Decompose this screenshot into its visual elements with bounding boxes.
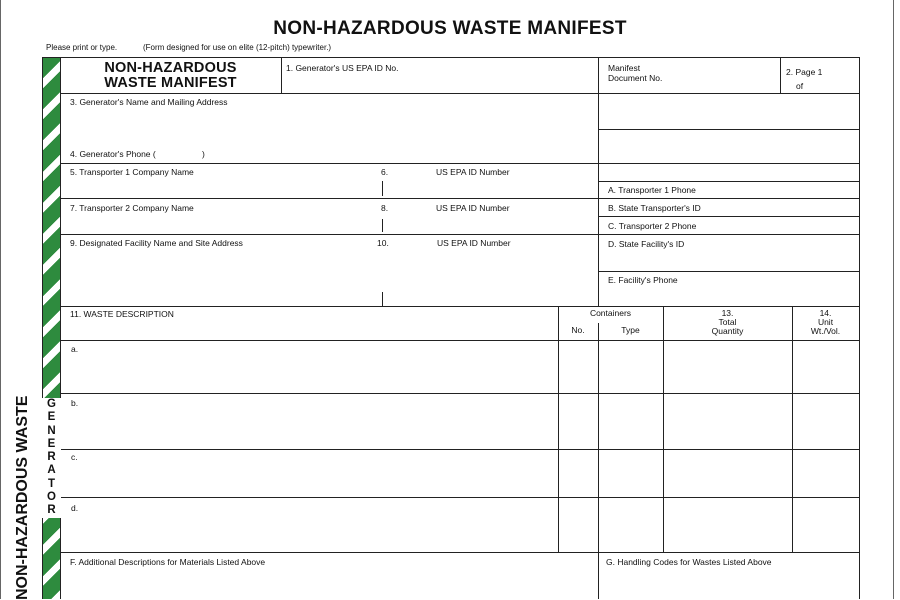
page-label: 2. Page 1 — [786, 67, 823, 77]
page-number-field[interactable] — [786, 65, 822, 93]
grid-line — [61, 340, 859, 341]
print-instructions: Please print or type. — [46, 43, 118, 52]
grid-line — [558, 306, 559, 552]
page-right-edge — [893, 0, 894, 599]
generator-letter: R — [42, 451, 61, 464]
grid-line — [598, 216, 859, 217]
brand-block — [63, 61, 278, 91]
grid-line — [859, 57, 860, 599]
side-label: NON-HAZARDOUS WASTE — [14, 395, 31, 600]
grid-line — [780, 57, 781, 93]
generator-letter: A — [42, 464, 61, 477]
waste-row-c[interactable]: c. — [71, 452, 78, 462]
generator-letter: N — [42, 425, 61, 438]
waste-row-a[interactable]: a. — [71, 344, 79, 354]
grid-line — [598, 57, 599, 306]
transporter2-epa-id-field[interactable]: US EPA ID Number — [436, 203, 510, 213]
facility-phone-field[interactable]: E. Facility's Phone — [608, 275, 678, 285]
transporter2-name-field[interactable]: 7. Transporter 2 Company Name — [70, 203, 194, 213]
grid-line — [598, 552, 599, 599]
facility-name-address-field[interactable]: 9. Designated Facility Name and Site Address — [70, 238, 243, 248]
grid-line — [61, 497, 859, 498]
grid-line — [382, 219, 383, 232]
grid-line — [61, 393, 859, 394]
generator-letter: G — [42, 398, 61, 411]
waste-description-header: 11. WASTE DESCRIPTION — [70, 309, 174, 319]
manifest-doc-label: Manifest — [608, 63, 641, 73]
state-transporter-id-field[interactable]: B. State Transporter's ID — [608, 203, 701, 213]
grid-line — [42, 57, 859, 58]
grid-line — [663, 306, 664, 552]
unit-num: 14. — [819, 308, 832, 318]
grid-line — [598, 271, 859, 272]
generator-section-stripe — [42, 57, 61, 599]
generator-letter: R — [42, 504, 61, 517]
containers-no-header: No. — [571, 325, 585, 335]
grid-line — [598, 181, 859, 182]
transporter1-number: 6. — [381, 167, 389, 177]
quantity-line: Total — [718, 317, 737, 327]
containers-header: Containers — [589, 308, 632, 318]
generator-epa-id-field[interactable]: 1. Generator's US EPA ID No. — [286, 63, 399, 73]
total-quantity-header — [663, 309, 792, 336]
grid-line — [61, 306, 859, 307]
manifest-doc-label: Document No. — [608, 73, 663, 83]
generator-phone-field[interactable]: 4. Generator's Phone ( — [70, 149, 156, 159]
state-facility-id-field[interactable]: D. State Facility's ID — [608, 239, 685, 249]
generator-letter: O — [42, 491, 61, 504]
grid-line — [61, 234, 859, 235]
transporter1-phone-field[interactable]: A. Transporter 1 Phone — [608, 185, 696, 195]
page-left-edge — [0, 0, 1, 599]
manifest-document-no-field[interactable] — [608, 63, 662, 83]
generator-phone-close: ) — [202, 149, 205, 159]
generator-name-address-field[interactable]: 3. Generator's Name and Mailing Address — [70, 97, 228, 107]
transporter2-phone-field[interactable]: C. Transporter 2 Phone — [608, 221, 697, 231]
generator-letter: T — [42, 478, 61, 491]
transporter1-name-field[interactable]: 5. Transporter 1 Company Name — [70, 167, 194, 177]
typewriter-note: (Form designed for use on elite (12-pitch) typewriter.) — [143, 43, 332, 52]
grid-line — [61, 163, 859, 164]
grid-line — [61, 449, 859, 450]
grid-line — [61, 93, 859, 94]
grid-line — [382, 292, 383, 306]
unit-line: Unit — [817, 317, 834, 327]
containers-type-header: Type — [621, 325, 640, 335]
waste-row-b[interactable]: b. — [71, 398, 79, 408]
additional-descriptions-field[interactable]: F. Additional Descriptions for Materials Listed Above — [70, 557, 266, 567]
grid-line — [792, 306, 793, 552]
grid-line — [281, 57, 282, 93]
handling-codes-field[interactable]: G. Handling Codes for Wastes Listed Above — [606, 557, 772, 567]
brand-line: WASTE MANIFEST — [104, 75, 237, 91]
generator-section-label — [42, 398, 61, 518]
grid-line — [598, 129, 859, 130]
grid-line — [61, 198, 859, 199]
waste-row-d[interactable]: d. — [71, 503, 79, 513]
grid-line — [598, 323, 599, 552]
grid-line — [382, 181, 383, 196]
generator-letter: E — [42, 411, 61, 424]
unit-header — [792, 309, 859, 336]
transporter2-number: 8. — [381, 203, 389, 213]
grid-line — [61, 552, 859, 553]
quantity-num: 13. — [721, 308, 734, 318]
facility-number: 10. — [377, 238, 389, 248]
form-title: NON-HAZARDOUS WASTE MANIFEST — [273, 18, 627, 39]
unit-line: Wt./Vol. — [810, 326, 841, 336]
generator-letter: E — [42, 438, 61, 451]
brand-line: NON-HAZARDOUS — [104, 60, 237, 76]
facility-epa-id-field[interactable]: US EPA ID Number — [437, 238, 511, 248]
quantity-line: Quantity — [711, 326, 744, 336]
page-of-label: of — [796, 81, 804, 91]
transporter1-epa-id-field[interactable]: US EPA ID Number — [436, 167, 510, 177]
